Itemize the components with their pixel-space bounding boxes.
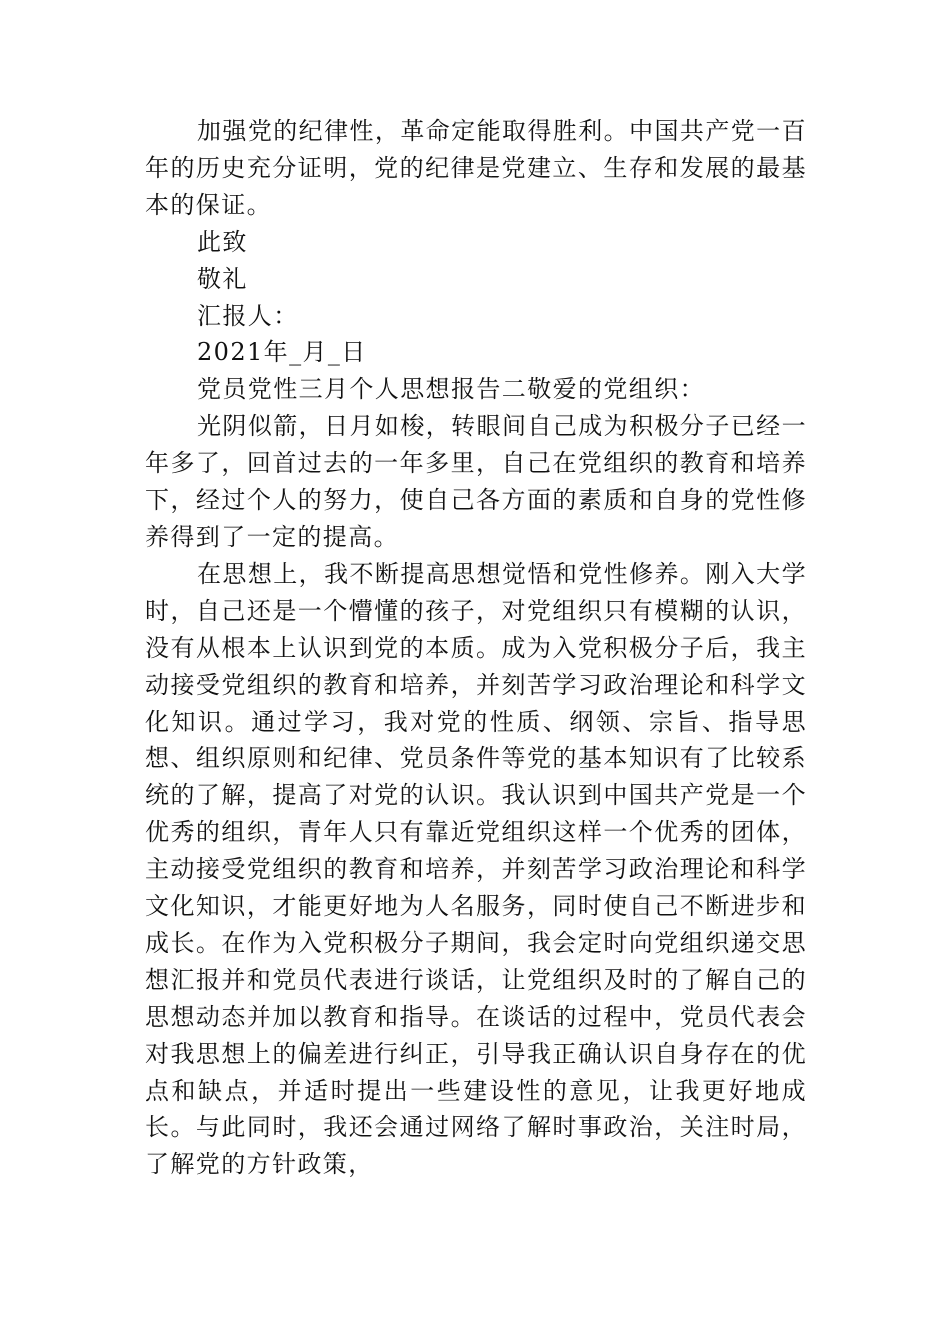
paragraph-intro: 光阴似箭，日月如梭，转眼间自己成为积极分子已经一年多了，回首过去的一年多里，自己在党组织的教育和培养下，经过个人的努力，使自己各方面的素质和自身的党性修养得到了一定的提高。 [145,412,807,551]
closing-salutation-2: 敬礼 [197,264,248,293]
reporter-label: 汇报人： [197,301,299,330]
document-page [145,113,807,1183]
paragraph-thinking: 在思想上，我不断提高思想觉悟和党性修养。刚入大学时，自己还是一个懵懂的孩子，对党组织只有模糊的认识，没有从根本上认识到党的本质。成为入党积极分子后，我主动接受党组织的教育和培养，并刻苦学习政治理论和科学文化知识。通过学习，我对党的性质、纲领、宗旨、指导思想、组织原则和纪律、党员条件等党的基本知识有了比较系统的了解，提高了对党的认识。我认识到中国共产党是一个优秀的组织，青年人只有靠近党组织这样一个优秀的团体，主动接受党组织的教育和培养，并刻苦学习政治理论和科学文化知识，才能更好地为人名服务，同时使自己不断进步和成长。在作为入党积极分子期间，我会定时向党组织递交思想汇报并和党员代表进行谈话，让党组织及时的了解自己的思想动态并加以教育和指导。在谈话的过程中，党员代表会对我思想上的偏差进行纠正，引导我正确认识自身存在的优点和缺点，并适时提出一些建设性的意见，让我更好地成长。与此同时，我还会通过网络了解时事政治，关注时局，了解党的方针政策， [145,559,807,1179]
report-date: 2021年_月_日 [197,338,367,367]
paragraph-discipline: 加强党的纪律性，革命定能取得胜利。中国共产党一百年的历史充分证明，党的纪律是党建立、生存和发展的最基本的保证。 [145,117,807,219]
closing-salutation-1: 此致 [197,227,248,256]
report-title: 党员党性三月个人思想报告二敬爱的党组织： [197,375,705,404]
